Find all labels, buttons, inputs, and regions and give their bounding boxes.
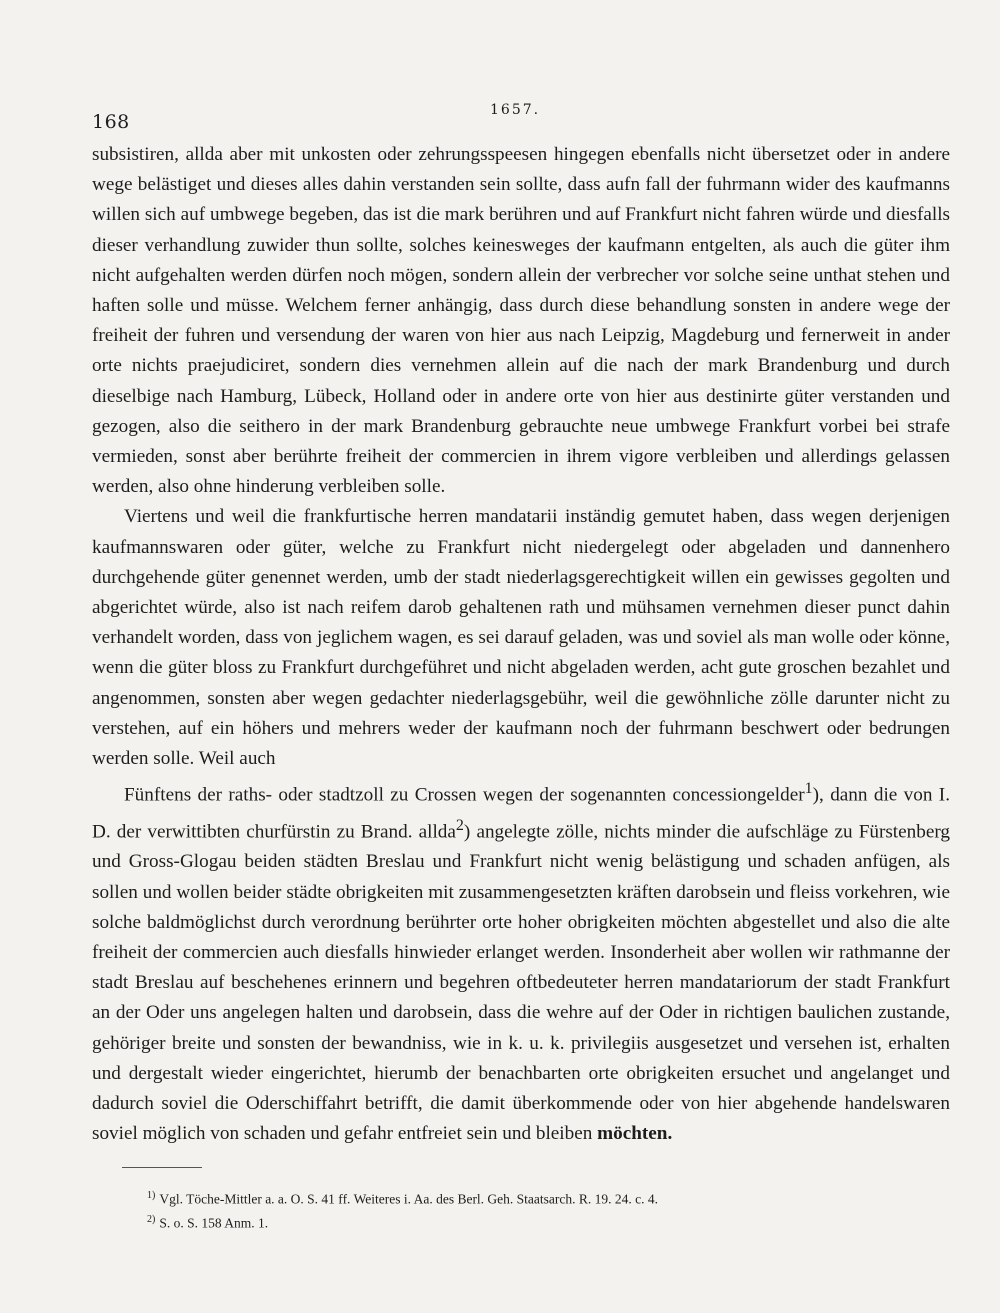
footnote-ref-1: 1 (804, 780, 813, 798)
footnote-mark: 2) (147, 1213, 156, 1225)
paragraph-end: möchten. (597, 1123, 673, 1145)
footnote-divider (122, 1167, 202, 1168)
paragraph-text: ) angelegte zölle, nichts minder die aufschläge zu Fürstenberg und Gross-Glogau beiden städten Breslau und Frankfurt nicht wenig belästigung und schaden anfügen, als sollen und wollen beider städte obrigkeiten mit zusammengesetzten kräften darobsein und fleiss vorkehren, wie solche baldmöglichst durch verordnung berührter orte hoher obrigkeiten möchten abgestellet und also die alte freiheit der commercien auch diesfalls hinwieder erlanget werden. Insonderheit aber wollen wir rathmanne der stadt Breslau auf beschehenes erinnern und begehren oftbedeuteter herren mandatariorum der stadt Frankfurt an der Oder uns angelegen halten und darobsein, dass die wehre auf der Oder in richtigen baulichen zustande, gehöriger breite und sonsten der bewandniss, wie in k. u. k. privilegiis ausgesetzet und versehen ist, erhalten und dergestalt wieder eingerichtet, hierumb der benachbarten orte obrigkeiten ersuchet und angelanget und dadurch soviel die Oderschiffahrt betrifft, die damit überkommende oder von hier abgehende handelswaren soviel möglich von schaden und gefahr entfreiet sein und bleiben (92, 821, 950, 1145)
footnote-ref-2: 2 (455, 816, 464, 834)
footnote-2 (147, 1210, 907, 1234)
body-text (92, 140, 950, 1149)
running-header-year: 1657. (490, 102, 541, 118)
footnote-1 (147, 1186, 907, 1210)
footnotes (147, 1186, 907, 1233)
footnote-mark: 1) (147, 1190, 156, 1201)
paragraph-continuation: subsistiren, allda aber mit unkosten oder zehrungsspeesen hingegen ebenfalls nicht übersetzet oder in andere wege belästiget und dieses alles dahin verstanden sein sollte, dass aufn fall der fuhrmann wider des kaufmanns willen sich auf umbwege begeben, das ist die mark berühren und auf Frankfurt nicht fahren würde und diesfalls dieser verhandlung zuwider thun sollte, solches keinesweges der kaufmann entgelten, als auch die güter ihm nicht aufgehalten werden dürfen noch mögen, sondern allein der verbrecher vor solche seine unthat stehen und haften solle und müsse. Welchem ferner anhängig, dass durch diese behandlung sonsten in andere wege der freiheit der fuhren und versendung der waren von hier aus nach Leipzig, Magdeburg und fernerweit in ander orte nichts praejudiciret, sondern dies vernehmen allein auf die nach der mark Brandenburg und durch dieselbige nach Hamburg, Lübeck, Holland oder in andere orte von hier aus destinirte güter verstanden und gezogen, also die seithero in der mark Brandenburg gebrauchte neue umbwege Frankfurt vorbei bei strafe vermieden, sonst aber berührte freiheit der commercien in ihrem vigore verbleiben und allerdings gelassen werden, also ohne hinderung verbleiben solle. (92, 144, 950, 498)
page-number: 168 (92, 111, 130, 133)
paragraph-viertens: Viertens und weil die frankfurtische herren mandatarii inständig gemutet haben, dass wegen derjenigen kaufmannswaren oder güter, welche zu Frankfurt nicht niedergelegt oder abgeladen und dannenhero durchgehende güter genennet werden, umb der stadt niederlagsgerechtigkeit willen ein gewisses gegolten und abgerichtet würde, also ist nach reifem darob gehaltenen rath und mühsamen vernehmen dieser punct dahin verhandelt worden, dass von jeglichem wagen, es sei darauf geladen, was und soviel als man wolle oder könne, wenn die güter bloss zu Frankfurt durchgeführet und nicht abgeladen werden, acht gute groschen bezahlet und angenommen, sonsten aber wegen gedachter niederlagsgebühr, weil die gewöhnliche zölle darunter nicht zu verstehen, auf ein höhers und mehrers weder der kaufmann noch der fuhrmann beschwert oder bedrungen werden solle. Weil auch (92, 506, 950, 770)
footnote-text: S. o. S. 158 Anm. 1. (159, 1215, 269, 1230)
paragraph-text: Fünftens der raths- oder stadtzoll zu Crossen wegen der sogenannten concessiongelder (124, 784, 805, 806)
paragraph-text: ), dann die von I. D. der verwittibten churfürstin zu Brand. allda (92, 784, 950, 843)
footnote-text: Vgl. Töche-Mittler a. a. O. S. 41 ff. Weiteres i. Aa. des Berl. Geh. Staatsarch. R. 19. 24. c. 4. (159, 1191, 659, 1207)
paragraph-fuenftens (92, 774, 950, 1149)
